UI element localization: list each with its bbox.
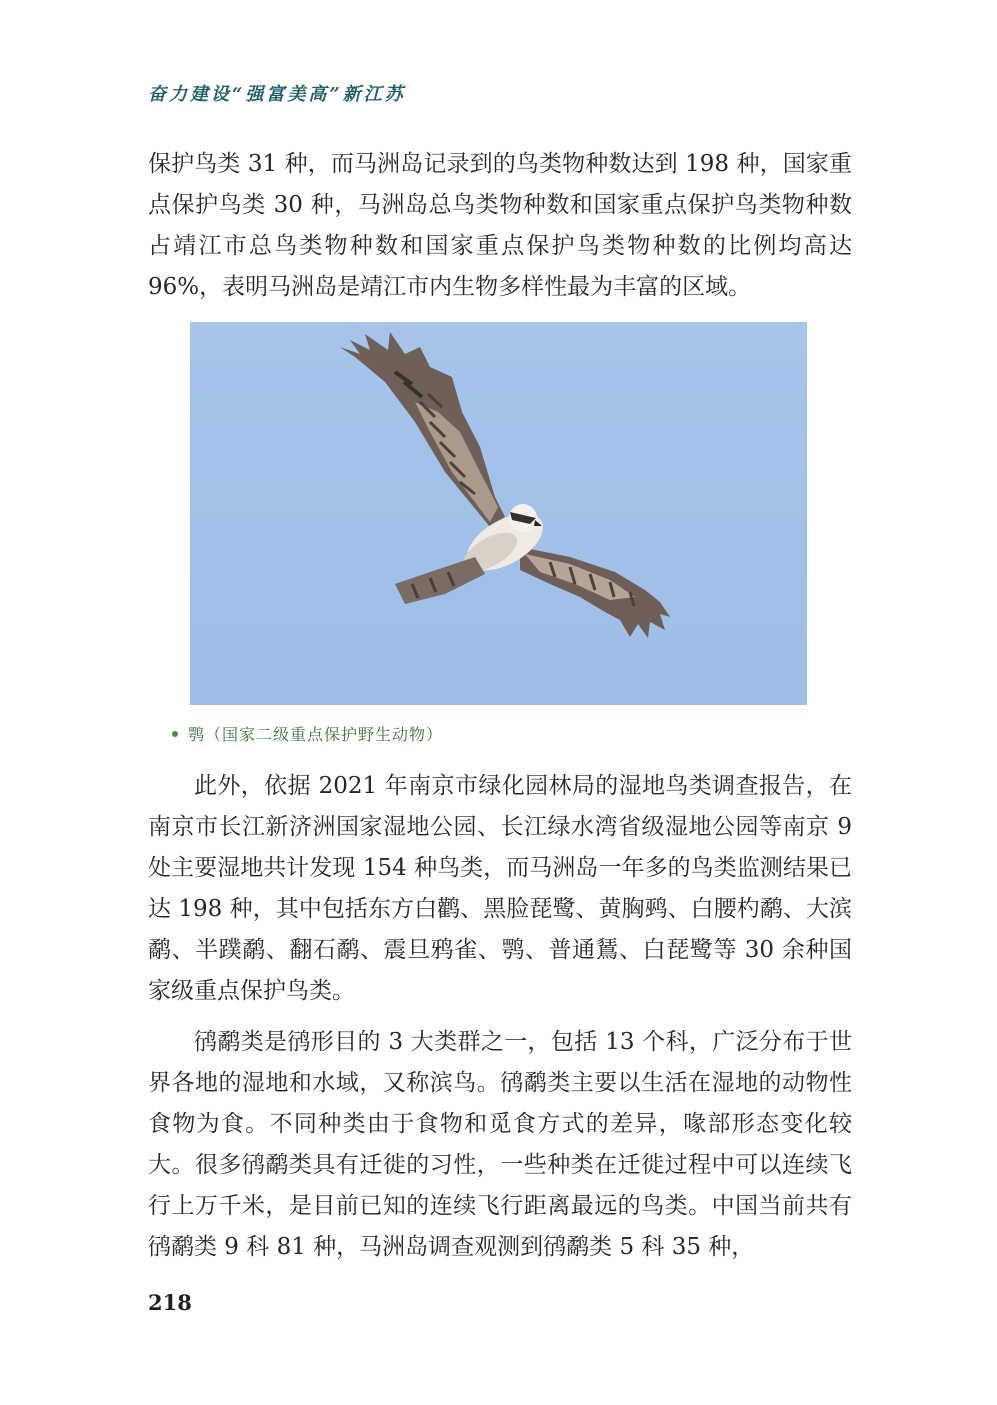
body-paragraph-1: 保护鸟类 31 种，而马洲岛记录到的鸟类物种数达到 198 种，国家重点保护鸟类 30 种，马洲岛总鸟类物种数和国家重点保护鸟类物种数占靖江市总鸟类物种数和国家重点保护鸟类物种数的比例均高达 96%，表明马洲岛是靖江市内生物多样性最为丰富的区域。 xyxy=(148,151,852,300)
osprey-photo xyxy=(190,322,807,705)
caption-text: 鹗（国家二级重点保护野生动物） xyxy=(188,725,444,744)
osprey-illustration xyxy=(190,322,807,705)
page-number: 218 xyxy=(148,1290,192,1315)
figure-caption xyxy=(172,722,443,745)
bird-tail xyxy=(395,557,485,604)
bullet-icon xyxy=(172,731,178,737)
body-paragraph-3: 鸻鹬类是鸻形目的 3 大类群之一，包括 13 个科，广泛分布于世界各地的湿地和水域，又称滨鸟。鸻鹬类主要以生活在湿地的动物性食物为食。不同种类由于食物和觅食方式的差异，喙部形态变化较大。很多鸻鹬类具有迁徙的习性，一些种类在迁徙过程中可以连续飞行上万千米，是目前已知的连续飞行距离最远的鸟类。中国当前共有鸻鹬类 9 科 81 种，马洲岛调查观测到鸻鹬类 5 科 35 种， xyxy=(148,1029,852,1260)
body-paragraph-2: 此外，依据 2021 年南京市绿化园林局的湿地鸟类调查报告，在南京市长江新济洲国家湿地公园、长江绿水湾省级湿地公园等南京 9 处主要湿地共计发现 154 种鸟类，而马洲岛一年多的鸟类监测结果已达 198 种，其中包括东方白鹳、黑脸琵鹭、黄胸鹀、白腰杓鹬、大滨鹬、半蹼鹬、翻石鹬、震旦鸦雀、鹗、普通鵟、白琵鹭等 30 余种国家级重点保护鸟类。 xyxy=(148,773,852,1004)
running-header: 奋力建设“强富美高”新江苏 xyxy=(148,84,406,105)
bird-wing-left xyxy=(340,332,505,527)
bird-wing-right xyxy=(520,547,670,638)
